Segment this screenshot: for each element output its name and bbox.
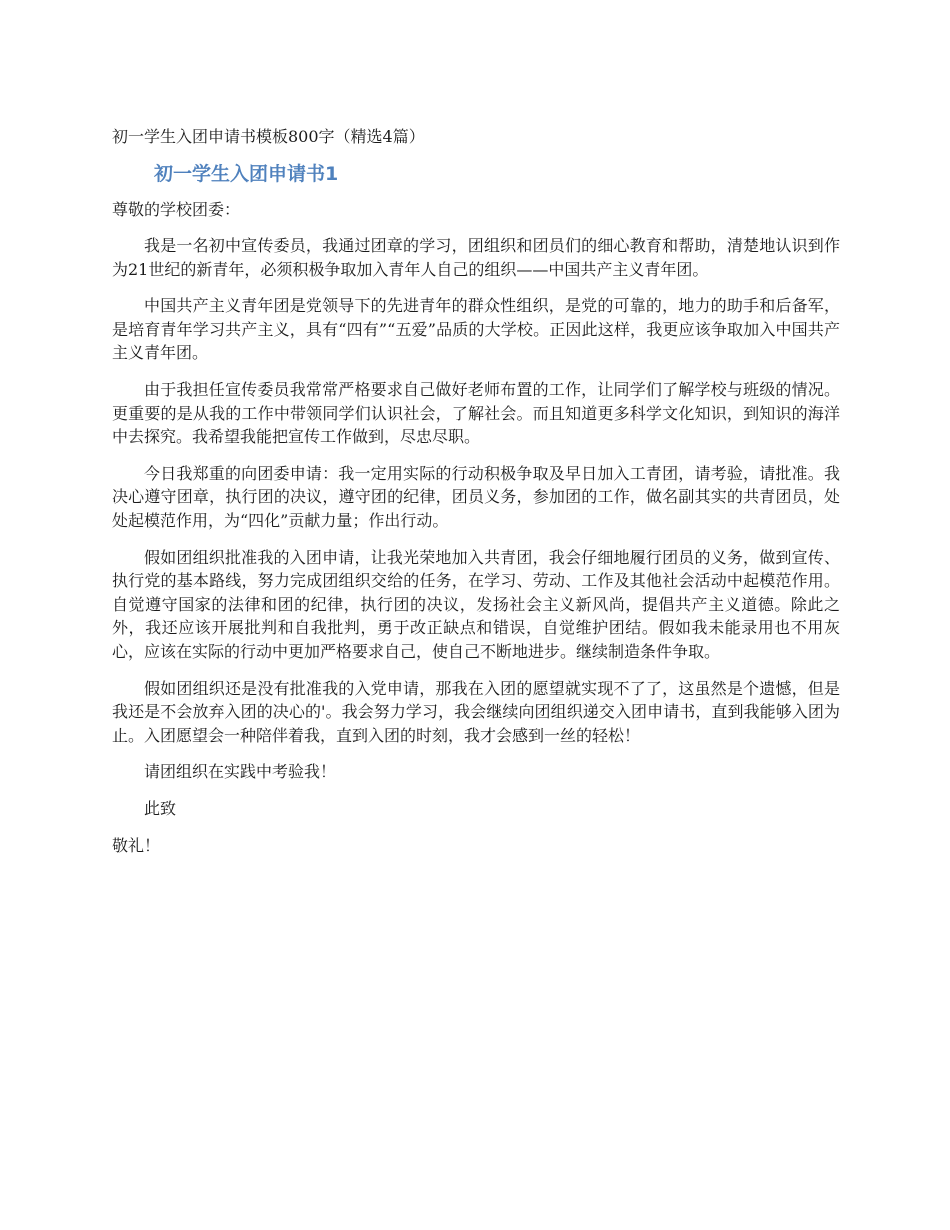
- section-heading: 初一学生入团申请书1: [154, 163, 339, 185]
- salutation: 尊敬的学校团委：: [112, 200, 241, 219]
- request-line: 请团组织在实践中考验我！: [144, 762, 337, 782]
- body-paragraph-1: 我是一名初中宣传委员，我通过团章的学习，团组织和团员们的细心教育和帮助，清楚地认识到作为21世纪的新青年，必须积极争取加入青年人自己的组织——中国共产主义青年团。: [112, 236, 840, 279]
- document-title: 初一学生入团申请书模板800字（精选4篇）: [112, 127, 425, 146]
- salute-line: 敬礼！: [112, 836, 161, 856]
- body-paragraph-5: 假如团组织批准我的入团申请，让我光荣地加入共青团，我会仔细地履行团员的义务，做到宣传、执行党的基本路线，努力完成团组织交给的任务，在学习、劳动、工作及其他社会活动中起模范作用。自觉遵守国家的法律和团的纪律，执行团的决议，发扬社会主义新风尚，提倡共产主义道德。除此之外，我还应该开展批判和自我批判，勇于改正缺点和错误，自觉维护团结。假如我未能录用也不用灰心，应该在实际的行动中更加严格要求自己，使自己不断地进步。继续制造条件争取。: [112, 547, 840, 661]
- document-page: [112, 124, 840, 870]
- body-paragraph-2: 中国共产主义青年团是党领导下的先进青年的群众性组织，是党的可靠的，地力的助手和后备军，是培育青年学习共产主义，具有“四有”“五爱”品质的大学校。正因此这样，我更应该争取加入中国共产主义青年团。: [112, 296, 840, 363]
- body-paragraph-4: 今日我郑重的向团委申请：我一定用实际的行动积极争取及早日加入工青团，请考验，请批准。我决心遵守团章，执行团的决议，遵守团的纪律，团员义务，参加团的工作，做名副其实的共青团员，处处起模范作用，为“四化”贡献力量；作出行动。: [112, 463, 840, 530]
- closing-line: 此致: [144, 799, 177, 819]
- body-paragraph-3: 由于我担任宣传委员我常常严格要求自己做好老师布置的工作，让同学们了解学校与班级的情况。更重要的是从我的工作中带领同学们认识社会，了解社会。而且知道更多科学文化知识，到知识的海洋中去探究。我希望我能把宣传工作做到，尽忠尽职。: [112, 379, 840, 447]
- body-paragraph-6: 假如团组织还是没有批准我的入党申请，那我在入团的愿望就实现不了了，这虽然是个遗憾，但是我还是不会放弃入团的决心的'。我会努力学习，我会继续向团组织递交入团申请书，直到我能够入团为止。入团愿望会一种陪伴着我，直到入团的时刻，我才会感到一丝的轻松！: [112, 678, 840, 745]
